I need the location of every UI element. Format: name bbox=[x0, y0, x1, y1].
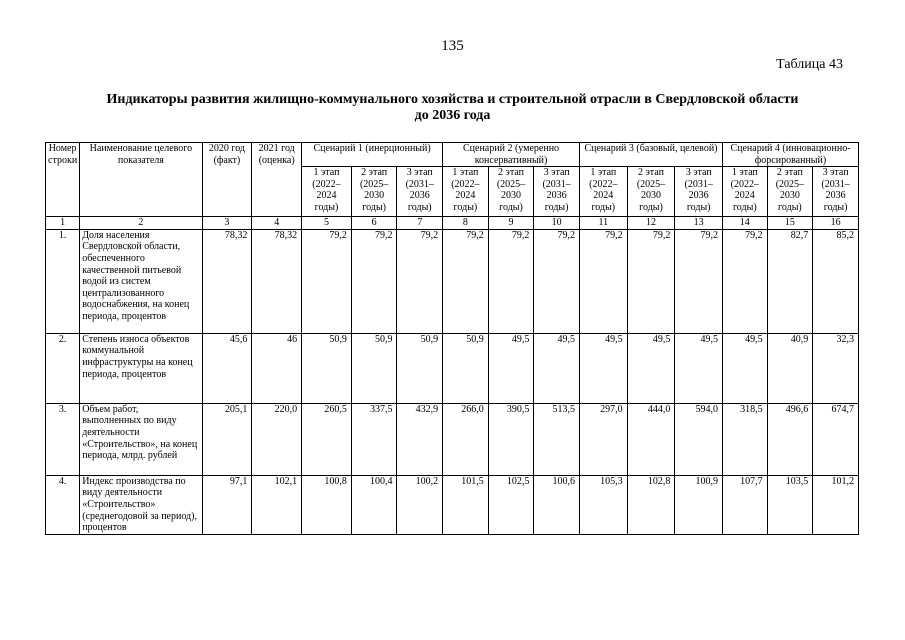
value-cell: 79,2 bbox=[397, 229, 443, 333]
header-scenario-4-stage-2: 2 этап (2025–2030 годы) bbox=[767, 167, 813, 217]
value-cell: 297,0 bbox=[579, 403, 627, 475]
value-cell: 79,2 bbox=[351, 229, 397, 333]
indicator-name-cell: Объем работ, выполненных по виду деятельности «Строительство», на конец периода, млрд. рублей bbox=[80, 403, 202, 475]
value-cell: 79,2 bbox=[723, 229, 768, 333]
header-scenario-1-stage-3: 3 этап (2031–2036 годы) bbox=[397, 167, 443, 217]
value-cell: 220,0 bbox=[252, 403, 302, 475]
column-number: 11 bbox=[579, 217, 627, 230]
value-cell: 32,3 bbox=[813, 333, 859, 403]
value-cell: 105,3 bbox=[579, 475, 627, 534]
value-cell: 205,1 bbox=[202, 403, 252, 475]
column-number: 16 bbox=[813, 217, 859, 230]
header-scenario-2-stage-1: 1 этап (2022–2024 годы) bbox=[443, 167, 489, 217]
value-cell: 266,0 bbox=[443, 403, 489, 475]
column-number: 7 bbox=[397, 217, 443, 230]
value-cell: 496,6 bbox=[767, 403, 813, 475]
column-number-row bbox=[46, 217, 859, 230]
table-row bbox=[46, 403, 859, 475]
table-row bbox=[46, 229, 859, 333]
column-number: 1 bbox=[46, 217, 80, 230]
page-number: 135 bbox=[441, 38, 464, 54]
value-cell: 107,7 bbox=[723, 475, 768, 534]
value-cell: 103,5 bbox=[767, 475, 813, 534]
header-scenario-2: Сценарий 2 (умеренно консервативный) bbox=[443, 143, 580, 167]
value-cell: 78,32 bbox=[202, 229, 252, 333]
column-number: 3 bbox=[202, 217, 252, 230]
row-number-cell: 3. bbox=[46, 403, 80, 475]
value-cell: 49,5 bbox=[723, 333, 768, 403]
header-scenario-4-stage-3: 3 этап (2031–2036 годы) bbox=[813, 167, 859, 217]
column-number: 13 bbox=[675, 217, 723, 230]
header-scenario-2-stage-3: 3 этап (2031–2036 годы) bbox=[534, 167, 580, 217]
header-scenario-3-stage-2: 2 этап (2025–2030 годы) bbox=[627, 167, 675, 217]
value-cell: 79,2 bbox=[488, 229, 534, 333]
header-scenario-3-stage-3: 3 этап (2031–2036 годы) bbox=[675, 167, 723, 217]
column-number: 5 bbox=[302, 217, 352, 230]
header-scenario-4: Сценарий 4 (инновационно-форсированный) bbox=[723, 143, 859, 167]
column-number: 12 bbox=[627, 217, 675, 230]
value-cell: 260,5 bbox=[302, 403, 352, 475]
row-number-cell: 2. bbox=[46, 333, 80, 403]
value-cell: 513,5 bbox=[534, 403, 580, 475]
column-number: 15 bbox=[767, 217, 813, 230]
table-label: Таблица 43 bbox=[776, 57, 843, 72]
value-cell: 79,2 bbox=[302, 229, 352, 333]
value-cell: 100,9 bbox=[675, 475, 723, 534]
value-cell: 102,8 bbox=[627, 475, 675, 534]
value-cell: 100,8 bbox=[302, 475, 352, 534]
header-indicator-name: Наименование целевого показателя bbox=[80, 143, 202, 217]
value-cell: 97,1 bbox=[202, 475, 252, 534]
value-cell: 46 bbox=[252, 333, 302, 403]
table-row bbox=[46, 333, 859, 403]
title-line-2: до 2036 года bbox=[414, 108, 491, 123]
column-number: 8 bbox=[443, 217, 489, 230]
row-number-cell: 1. bbox=[46, 229, 80, 333]
value-cell: 49,5 bbox=[488, 333, 534, 403]
value-cell: 594,0 bbox=[675, 403, 723, 475]
header-scenario-4-stage-1: 1 этап (2022–2024 годы) bbox=[723, 167, 768, 217]
value-cell: 100,6 bbox=[534, 475, 580, 534]
value-cell: 78,32 bbox=[252, 229, 302, 333]
value-cell: 45,6 bbox=[202, 333, 252, 403]
value-cell: 50,9 bbox=[351, 333, 397, 403]
column-number: 10 bbox=[534, 217, 580, 230]
indicator-name-cell: Степень износа объектов коммунальной инфраструктуры на конец периода, процентов bbox=[80, 333, 202, 403]
column-number: 9 bbox=[488, 217, 534, 230]
value-cell: 102,1 bbox=[252, 475, 302, 534]
value-cell: 49,5 bbox=[534, 333, 580, 403]
value-cell: 50,9 bbox=[302, 333, 352, 403]
indicator-name-cell: Индекс производства по виду деятельности «Строительство» (среднегодовой за период), процентов bbox=[80, 475, 202, 534]
value-cell: 674,7 bbox=[813, 403, 859, 475]
header-scenario-1-stage-2: 2 этап (2025–2030 годы) bbox=[351, 167, 397, 217]
header-year-2020: 2020 год (факт) bbox=[202, 143, 252, 217]
header-scenario-1: Сценарий 1 (инерционный) bbox=[302, 143, 443, 167]
header-row-number: Номер строки bbox=[46, 143, 80, 217]
value-cell: 318,5 bbox=[723, 403, 768, 475]
value-cell: 100,4 bbox=[351, 475, 397, 534]
value-cell: 82,7 bbox=[767, 229, 813, 333]
value-cell: 444,0 bbox=[627, 403, 675, 475]
value-cell: 49,5 bbox=[675, 333, 723, 403]
row-number-cell: 4. bbox=[46, 475, 80, 534]
header-scenario-1-stage-1: 1 этап (2022–2024 годы) bbox=[302, 167, 352, 217]
table-row bbox=[46, 475, 859, 534]
value-cell: 101,5 bbox=[443, 475, 489, 534]
value-cell: 79,2 bbox=[675, 229, 723, 333]
value-cell: 79,2 bbox=[534, 229, 580, 333]
value-cell: 79,2 bbox=[579, 229, 627, 333]
column-number: 6 bbox=[351, 217, 397, 230]
header-scenario-3-stage-1: 1 этап (2022–2024 годы) bbox=[579, 167, 627, 217]
value-cell: 79,2 bbox=[443, 229, 489, 333]
title-line-1: Индикаторы развития жилищно-коммунального хозяйства и строительной отрасли в Свердловской области bbox=[106, 92, 799, 107]
indicator-name-cell: Доля населения Свердловской области, обеспеченного качественной питьевой водой из систем централизованного водоснабжения, на конец периода, процентов bbox=[80, 229, 202, 333]
value-cell: 337,5 bbox=[351, 403, 397, 475]
value-cell: 50,9 bbox=[443, 333, 489, 403]
value-cell: 40,9 bbox=[767, 333, 813, 403]
column-number: 2 bbox=[80, 217, 202, 230]
value-cell: 85,2 bbox=[813, 229, 859, 333]
header-scenario-3: Сценарий 3 (базовый, целевой) bbox=[579, 143, 722, 167]
value-cell: 49,5 bbox=[579, 333, 627, 403]
value-cell: 101,2 bbox=[813, 475, 859, 534]
value-cell: 79,2 bbox=[627, 229, 675, 333]
column-number: 14 bbox=[723, 217, 768, 230]
value-cell: 49,5 bbox=[627, 333, 675, 403]
header-scenario-2-stage-2: 2 этап (2025–2030 годы) bbox=[488, 167, 534, 217]
value-cell: 100,2 bbox=[397, 475, 443, 534]
column-number: 4 bbox=[252, 217, 302, 230]
value-cell: 390,5 bbox=[488, 403, 534, 475]
indicators-table bbox=[45, 142, 859, 535]
value-cell: 432,9 bbox=[397, 403, 443, 475]
header-year-2021: 2021 год (оценка) bbox=[252, 143, 302, 217]
value-cell: 50,9 bbox=[397, 333, 443, 403]
value-cell: 102,5 bbox=[488, 475, 534, 534]
table-title bbox=[60, 92, 845, 124]
